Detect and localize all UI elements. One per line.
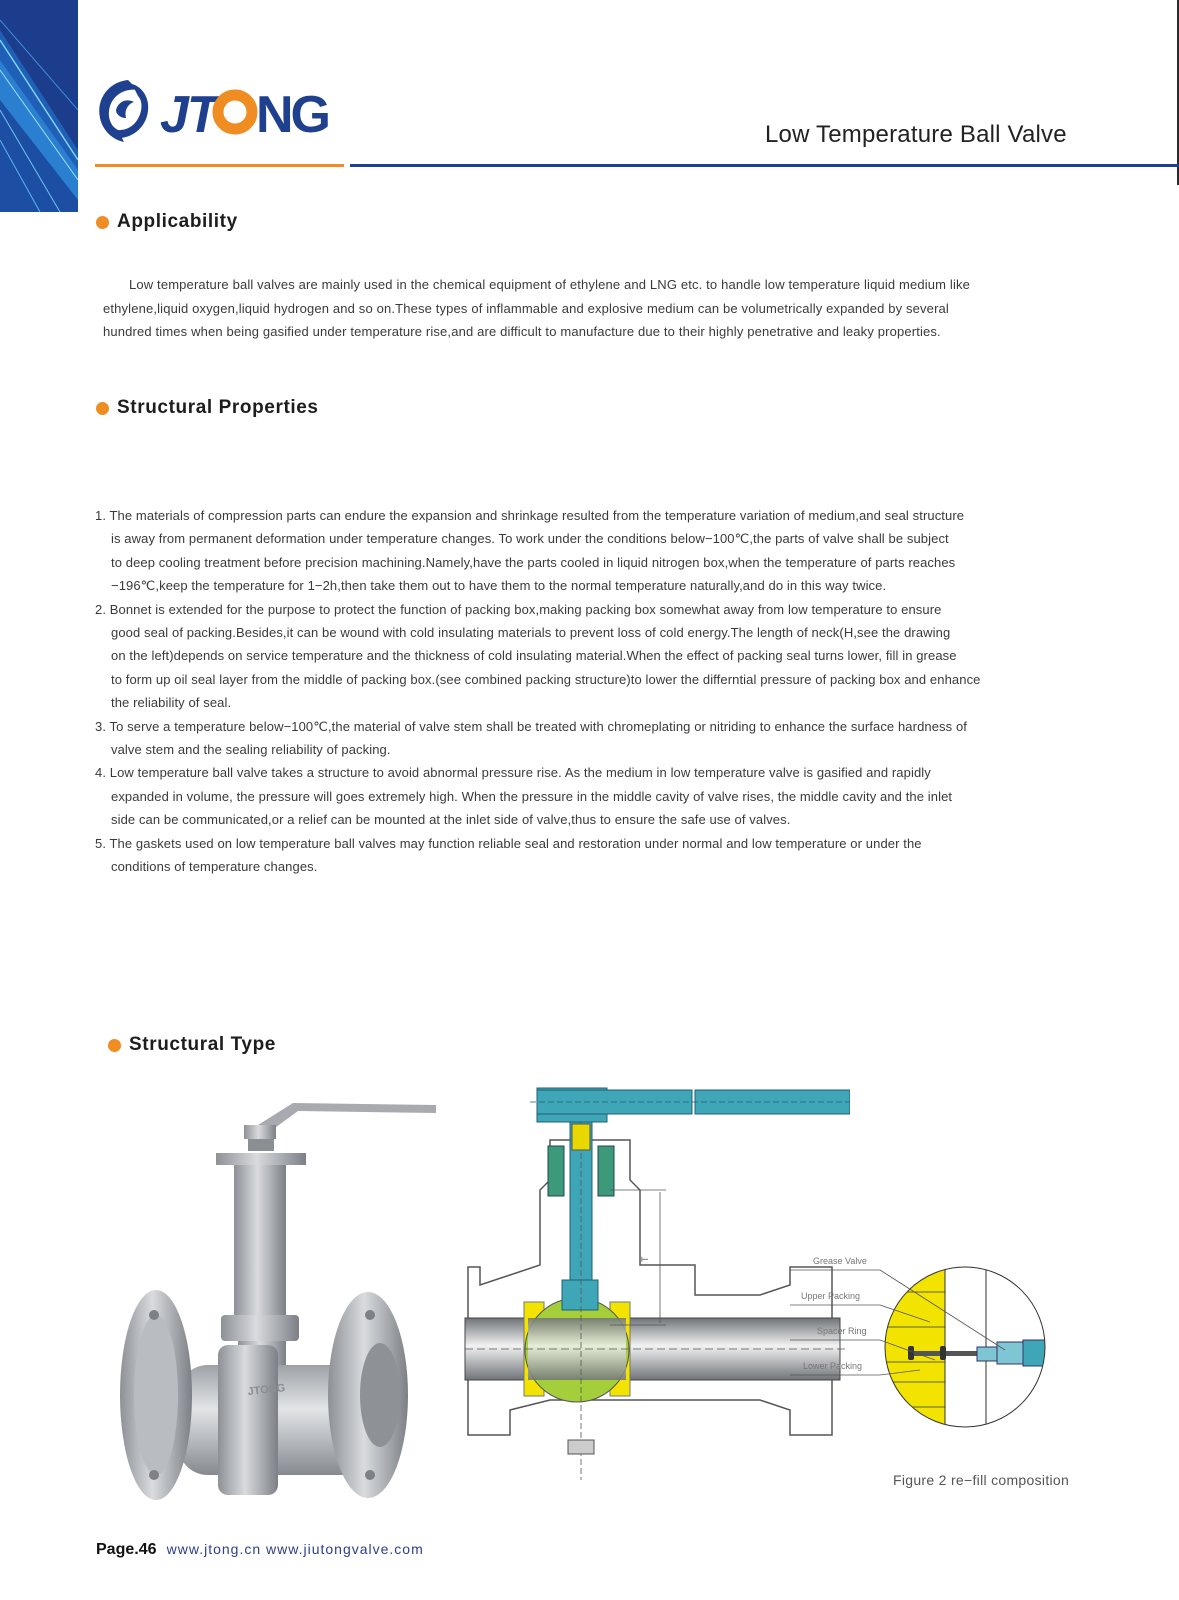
list-item [95,761,1090,831]
dimension-label: T [640,1256,650,1262]
section-title: Applicability [117,211,238,232]
list-item-line: 3. To serve a temperature below−100℃,the material of valve stem shall be treated with chromeplating or nitriding to enhance the surface hardness of [95,718,968,734]
list-item [95,504,1090,598]
list-item-line: 5. The gaskets used on low temperature ball valves may function reliable seal and restoration under normal and low temperature or under the [95,835,922,851]
section-heading-structural-type [108,1034,276,1056]
bullet-dot-icon [96,216,109,229]
paragraph-line: hundred times when being gasified under temperature rise,and are difficult to manufacture due to their highly penetrative and leaky properties. [103,324,941,339]
list-item-line: 1. The materials of compression parts can endure the expansion and shrinkage resulted from the temperature variation of medium,and seal structure [95,508,965,523]
logo-underline [95,164,344,167]
cast-marking-text: JTONG [247,1382,286,1398]
applicability-paragraph [103,273,1093,344]
list-item-line: to form up oil seal layer from the middle of packing box.(see combined packing structure)to lower the differntial pressure of packing box and enhance [111,671,981,687]
list-item-line: conditions of temperature changes. [111,859,318,875]
list-item-line: the reliability of seal. [111,695,232,711]
callout-lower-packing: Lower Packing [803,1361,863,1371]
callout-upper-packing: Upper Packing [801,1291,861,1301]
logo-letters-ng: NG [256,86,328,144]
section-title: Structural Properties [117,397,319,418]
refill-detail-figure [790,1256,1080,1457]
section-heading-applicability [96,211,238,233]
header-rule [350,164,1179,167]
valve-photo [118,1095,448,1505]
section-title: Structural Type [129,1034,276,1055]
logo-mark-icon [94,74,344,146]
page-number: Page.46 [96,1541,157,1558]
section-heading-structural-properties [96,397,319,419]
list-item-line: valve stem and the sealing reliability of packing. [111,742,391,758]
callout-spacer-ring: Spacer Ring [817,1326,867,1336]
page-title: Low Temperature Ball Valve [765,121,1067,148]
list-item-line: on the left)depends on service temperature and the thickness of cold insulating material.When the effect of packing seal turns lower, fill in grease [111,648,957,664]
list-item [95,598,1090,715]
list-item-line: good seal of packing.Besides,it can be wound with cold insulating materials to prevent loss of cold energy.The length of neck(H,see the drawing [111,625,951,641]
list-item-line: expanded in volume, the pressure will goes extremely high. When the pressure in the middle cavity of valve rises, the middle cavity and the inlet [111,788,953,804]
website-links[interactable]: www.jtong.cn www.jiutongvalve.com [166,1541,424,1557]
list-item-line: 2. Bonnet is extended for the purpose to protect the function of packing box,making packing box somewhat away from low temperature to ensure [95,601,942,617]
figure-caption: Figure 2 re−fill composition [893,1472,1070,1488]
structural-properties-list [95,504,1090,879]
jtong-logo [94,74,344,146]
bullet-dot-icon [108,1039,121,1052]
list-item [95,715,1090,762]
corner-decoration [0,0,78,212]
callout-grease-valve: Grease Valve [813,1256,867,1266]
page-footer [96,1541,424,1559]
ball-valve-photo-illustration [118,1095,448,1505]
list-item [95,832,1090,879]
paragraph-line: Low temperature ball valves are mainly used in the chemical equipment of ethylene and LNG etc. to handle low temperature liquid medium like [129,277,971,292]
list-item-line: 4. Low temperature ball valve takes a structure to avoid abnormal pressure rise. As the medium in low temperature valve is gasified and rapidly [95,765,931,781]
light-rays-graphic [0,0,78,212]
list-item-line: to deep cooling treatment before precision machining.Namely,have the parts cooled in liquid nitrogen box,when the temperature of parts reaches [111,554,956,570]
bullet-dot-icon [96,402,109,415]
paragraph-line: ethylene,liquid oxygen,liquid hydrogen and so on.These types of inflammable and explosive medium can be volumetrically expanded by several [103,300,949,316]
logo-letters-jt: JT [160,86,217,144]
list-item-line: side can be communicated,or a relief can be mounted at the inlet side of valve,thus to ensure the safe use of valves. [111,812,791,828]
list-item-line: is away from permanent deformation under temperature changes. To work under the conditions below−100℃,the parts of valve shall be subject [111,531,949,547]
list-item-line: −196℃,keep the temperature for 1−2h,then take them out to have them to the normal temperature naturally,and do in this way twice. [111,578,887,594]
